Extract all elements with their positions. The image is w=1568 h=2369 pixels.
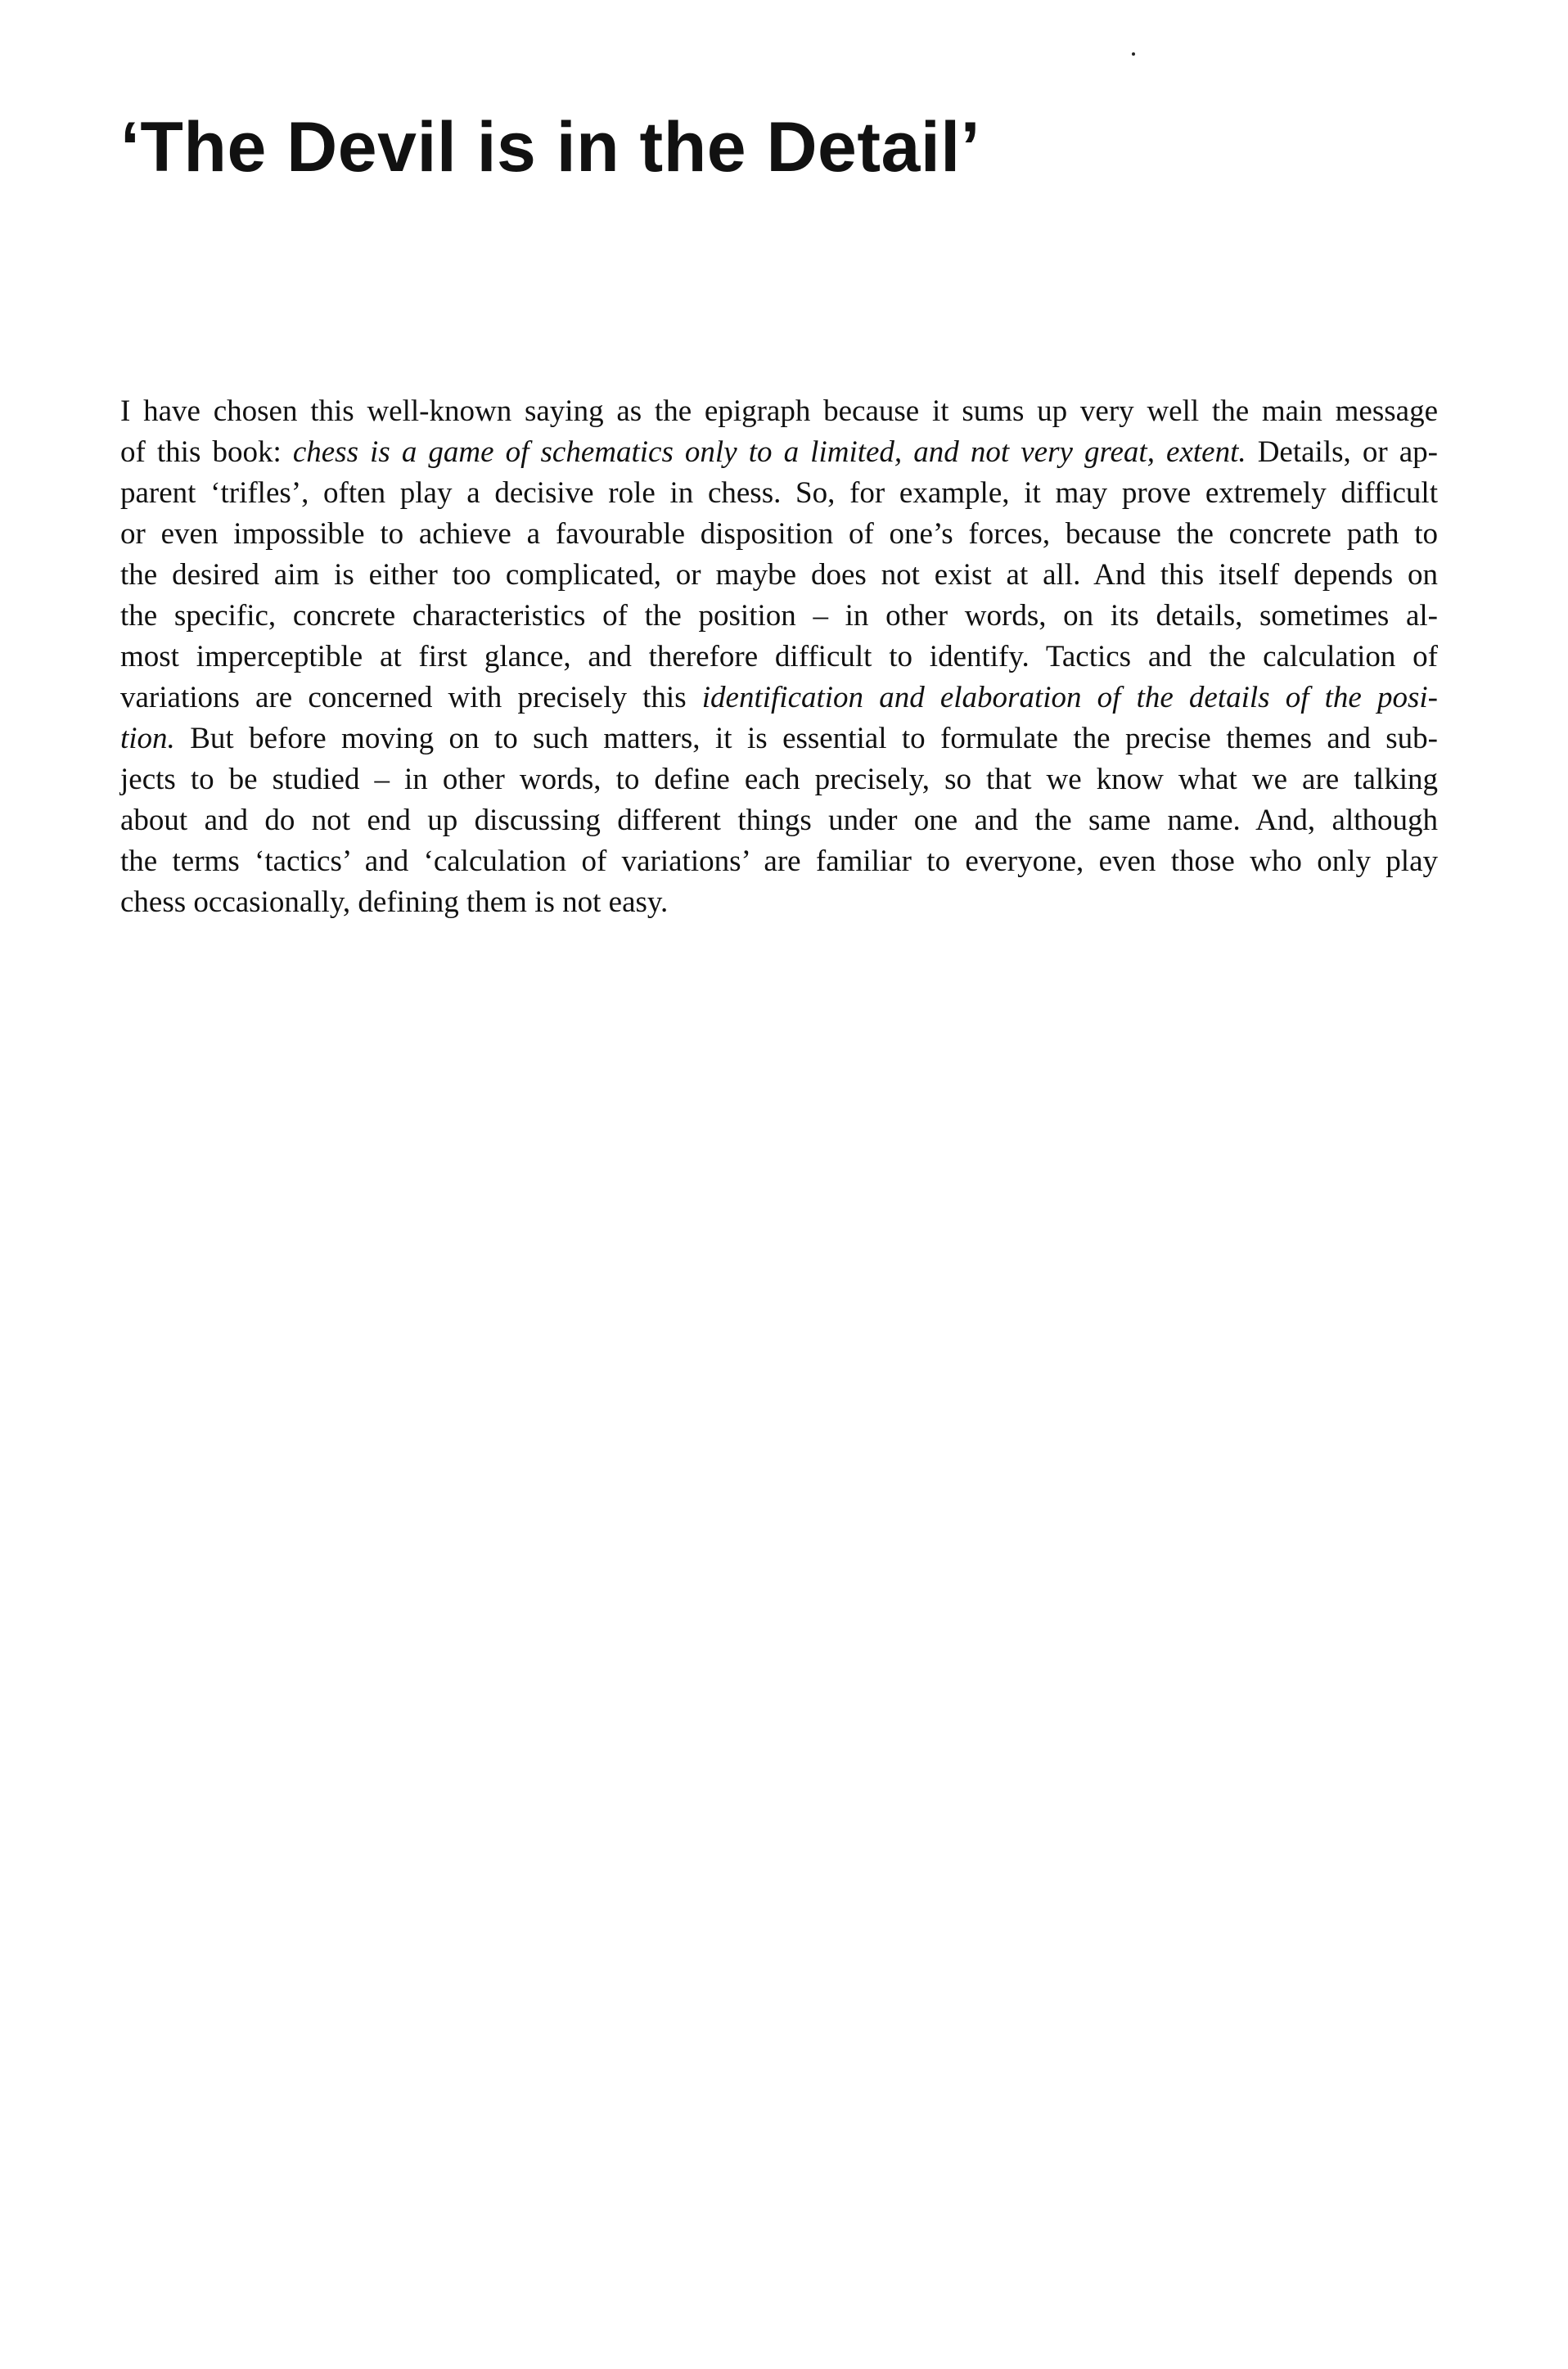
body-paragraph [120,391,1438,923]
text-line: the desired aim is either too complicated, or maybe does not exist at all. And this itself depends on [120,558,1438,592]
text-line: chess occasionally, defining them is not easy. [120,885,669,919]
text-line: of this book: chess is a game of schematics only to a limited, and not very great, extent. Details, or ap- [120,435,1439,469]
italic-emphasis: tion. [120,722,175,755]
scan-speck [1132,52,1135,56]
text-line: jects to be studied – in other words, to define each precisely, so that we know what we are talking [120,763,1438,796]
text-line: I have chosen this well-known saying as the epigraph because it sums up very well the main message [120,394,1438,428]
text-line: the specific, concrete characteristics of the position – in other words, on its details, sometimes al- [120,599,1438,633]
italic-thesis: chess is a game of schematics only to a limited, and not very great, extent. [292,435,1246,469]
chapter-title: ‘The Devil is in the Detail’ [120,108,981,187]
text-line: the terms ‘tactics’ and ‘calculation of variations’ are familiar to everyone, even those who only play [120,844,1438,878]
text-line: or even impossible to achieve a favourable disposition of one’s forces, because the concrete path to [120,517,1438,551]
text-line: about and do not end up discussing different things under one and the same name. And, although [120,804,1438,837]
text-line: most imperceptible at first glance, and therefore difficult to identify. Tactics and the calculation of [120,640,1438,673]
text-line: parent ‘trifles’, often play a decisive role in chess. So, for example, it may prove extremely difficult [120,476,1438,510]
text-line: tion. But before moving on to such matters, it is essential to formulate the precise themes and sub- [120,722,1438,755]
italic-emphasis: identification and elaboration of the details of the posi- [701,681,1438,714]
text-line: variations are concerned with precisely this identification and elaboration of the details of the posi- [120,681,1438,714]
